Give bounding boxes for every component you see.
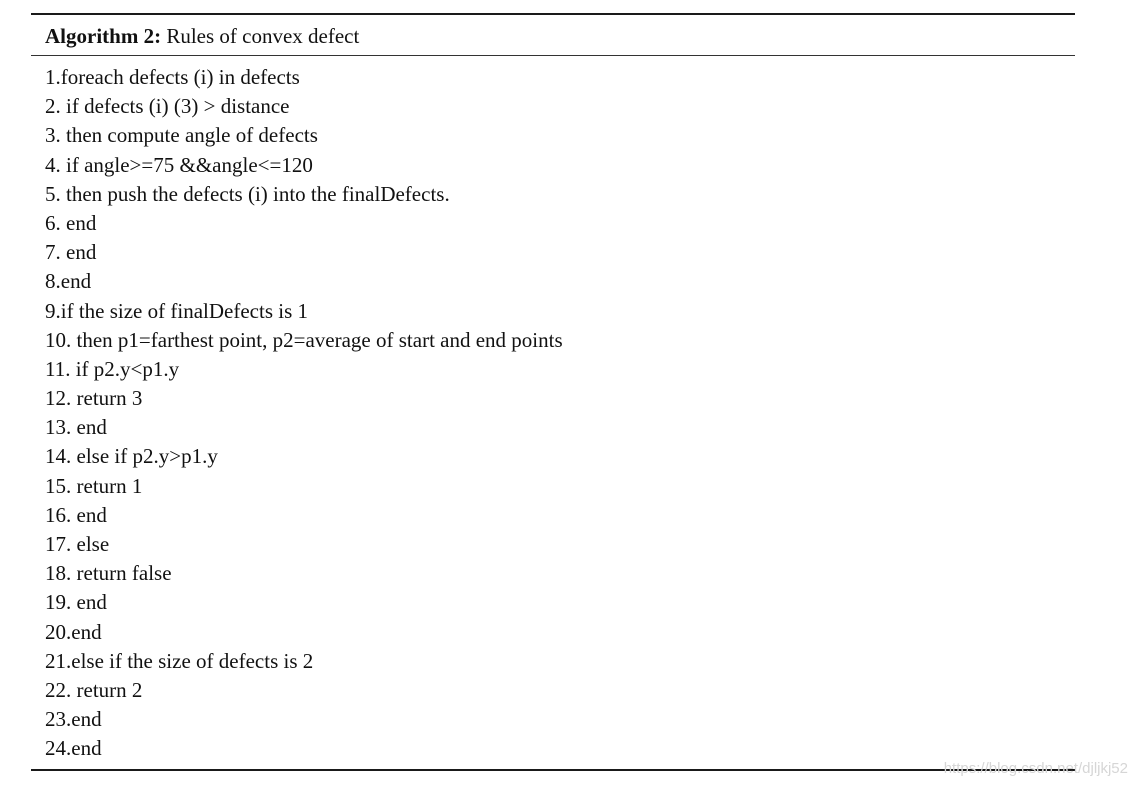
algorithm-line-4: 4. if angle>=75 &&angle<=120 [45,152,313,177]
algorithm-line-16: 16. end [45,502,107,527]
caption-rule [31,55,1075,56]
algorithm-line-24: 24.end [45,736,102,761]
algorithm-line-19: 19. end [45,590,107,615]
algorithm-line-10: 10. then p1=farthest point, p2=average of start and end points [45,327,563,352]
algorithm-line-5: 5. then push the defects (i) into the finalDefects. [45,181,450,206]
algorithm-line-8: 8.end [45,269,92,294]
bottom-rule [31,769,1075,771]
algorithm-line-20: 20.end [45,619,102,644]
algorithm-line-18: 18. return false [45,561,172,586]
algorithm-box [31,13,1075,771]
algorithm-line-21: 21.else if the size of defects is 2 [45,648,314,673]
algorithm-caption-label: Algorithm 2: [45,24,162,48]
algorithm-line-15: 15. return 1 [45,473,143,498]
algorithm-lines [45,63,563,764]
top-rule [31,13,1075,15]
algorithm-line-22: 22. return 2 [45,677,143,702]
watermark-url: https://blog.csdn.net/djljkj52 [943,760,1128,777]
algorithm-line-9: 9.if the size of finalDefects is 1 [45,298,308,323]
algorithm-line-17: 17. else [45,532,110,556]
algorithm-caption-title: Rules of convex defect [166,24,360,48]
algorithm-line-12: 12. return 3 [45,386,143,411]
algorithm-line-11: 11. if p2.y<p1.y [45,356,180,381]
algorithm-line-7: 7. end [45,240,97,265]
algorithm-line-1: 1.foreach defects (i) in defects [45,65,300,89]
algorithm-line-6: 6. end [45,210,97,235]
algorithm-line-2: 2. if defects (i) (3) > distance [45,94,290,119]
algorithm-line-23: 23.end [45,707,102,732]
algorithm-line-13: 13. end [45,415,107,440]
algorithm-caption [45,23,359,49]
algorithm-line-14: 14. else if p2.y>p1.y [45,444,218,469]
algorithm-line-3: 3. then compute angle of defects [45,123,318,148]
